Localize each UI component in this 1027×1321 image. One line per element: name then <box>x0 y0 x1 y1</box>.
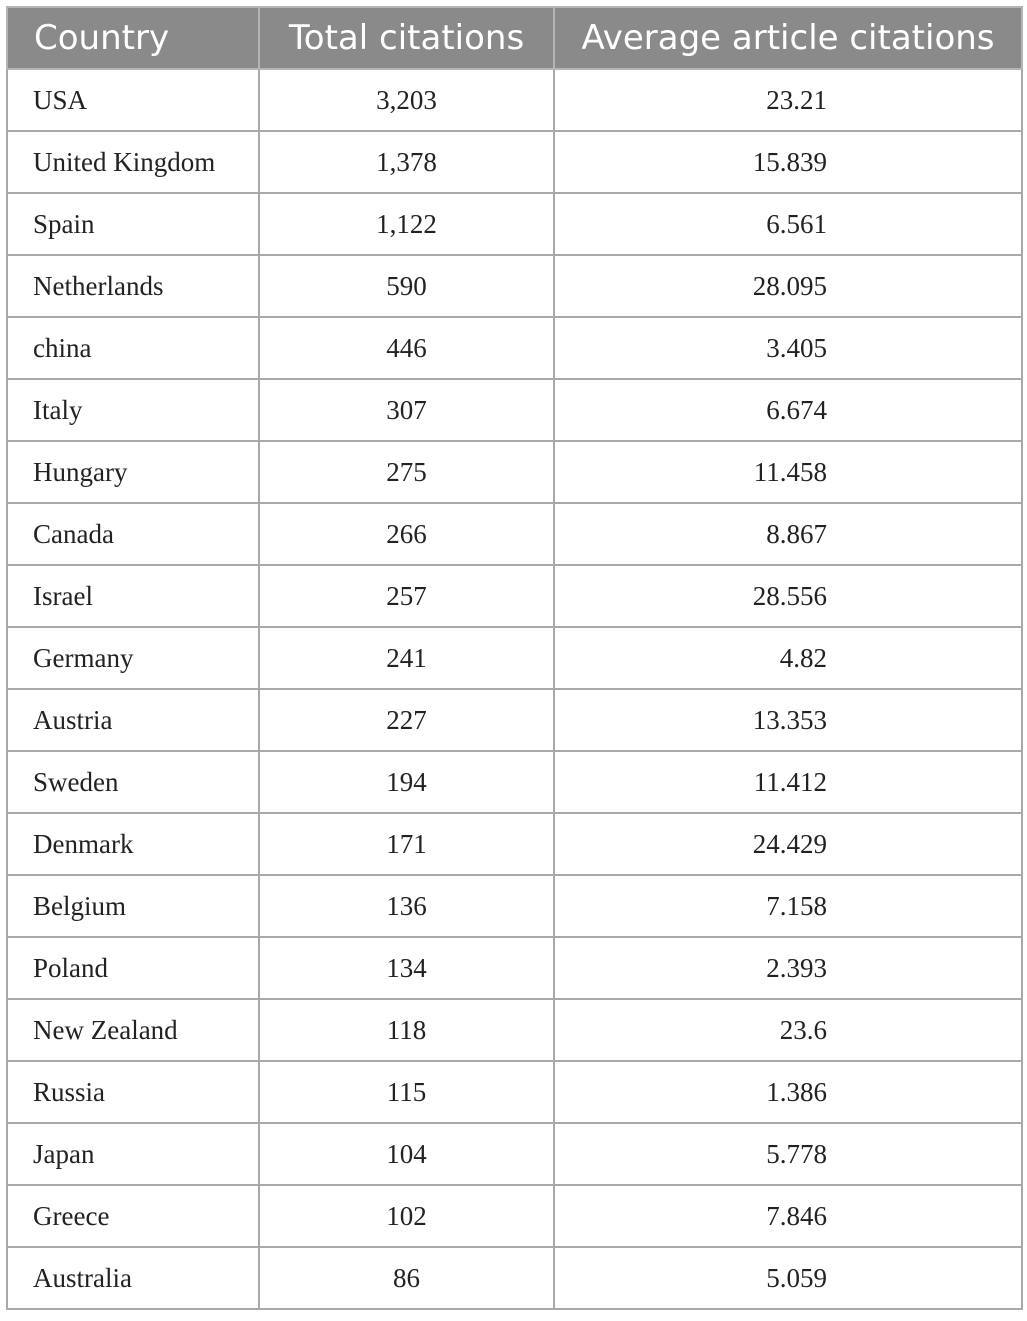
header-average-article-citations: Average article citations <box>554 7 1022 69</box>
cell-total-citations: 118 <box>259 999 554 1061</box>
average-value: 24.429 <box>752 828 827 859</box>
table-row <box>7 69 1022 131</box>
cell-average-article-citations <box>554 69 1022 131</box>
cell-average-article-citations <box>554 1247 1022 1309</box>
cell-total-citations: 227 <box>259 689 554 751</box>
cell-country: United Kingdom <box>7 131 259 193</box>
cell-total-citations: 446 <box>259 317 554 379</box>
cell-country: Greece <box>7 1185 259 1247</box>
cell-average-article-citations <box>554 937 1022 999</box>
cell-average-article-citations <box>554 317 1022 379</box>
cell-total-citations: 171 <box>259 813 554 875</box>
cell-country: Netherlands <box>7 255 259 317</box>
cell-country: Australia <box>7 1247 259 1309</box>
cell-average-article-citations <box>554 875 1022 937</box>
cell-country: Italy <box>7 379 259 441</box>
cell-total-citations: 86 <box>259 1247 554 1309</box>
cell-country: Spain <box>7 193 259 255</box>
table-row <box>7 131 1022 193</box>
cell-total-citations: 275 <box>259 441 554 503</box>
cell-average-article-citations <box>554 503 1022 565</box>
header-country: Country <box>7 7 259 69</box>
cell-average-article-citations <box>554 565 1022 627</box>
cell-average-article-citations <box>554 751 1022 813</box>
cell-total-citations: 1,378 <box>259 131 554 193</box>
table-row <box>7 441 1022 503</box>
table-header <box>7 7 1022 69</box>
cell-country: Japan <box>7 1123 259 1185</box>
average-value: 23.6 <box>779 1014 827 1045</box>
cell-total-citations: 115 <box>259 1061 554 1123</box>
table-row <box>7 379 1022 441</box>
table-row <box>7 193 1022 255</box>
cell-average-article-citations <box>554 441 1022 503</box>
cell-average-article-citations <box>554 1123 1022 1185</box>
cell-total-citations: 102 <box>259 1185 554 1247</box>
citations-table <box>6 6 1023 1310</box>
average-value: 8.867 <box>766 518 827 549</box>
table-row <box>7 999 1022 1061</box>
cell-average-article-citations <box>554 1185 1022 1247</box>
average-value: 6.674 <box>766 394 827 425</box>
cell-total-citations: 266 <box>259 503 554 565</box>
cell-total-citations: 136 <box>259 875 554 937</box>
average-value: 7.846 <box>766 1200 827 1231</box>
average-value: 7.158 <box>766 890 827 921</box>
average-value: 1.386 <box>766 1076 827 1107</box>
table-row <box>7 1247 1022 1309</box>
cell-average-article-citations <box>554 999 1022 1061</box>
cell-total-citations: 1,122 <box>259 193 554 255</box>
cell-average-article-citations <box>554 627 1022 689</box>
cell-country: Hungary <box>7 441 259 503</box>
header-total-citations: Total citations <box>259 7 554 69</box>
cell-average-article-citations <box>554 131 1022 193</box>
cell-total-citations: 241 <box>259 627 554 689</box>
average-value: 11.412 <box>753 766 827 797</box>
table-row <box>7 317 1022 379</box>
average-value: 2.393 <box>766 952 827 983</box>
average-value: 6.561 <box>766 208 827 239</box>
table-row <box>7 503 1022 565</box>
cell-total-citations: 257 <box>259 565 554 627</box>
cell-total-citations: 307 <box>259 379 554 441</box>
cell-country: Austria <box>7 689 259 751</box>
table-row <box>7 875 1022 937</box>
cell-average-article-citations <box>554 813 1022 875</box>
header-row <box>7 7 1022 69</box>
table-row <box>7 565 1022 627</box>
average-value: 5.778 <box>766 1138 827 1169</box>
cell-country: Belgium <box>7 875 259 937</box>
average-value: 13.353 <box>752 704 827 735</box>
average-value: 15.839 <box>752 146 827 177</box>
cell-total-citations: 104 <box>259 1123 554 1185</box>
cell-country: Germany <box>7 627 259 689</box>
cell-average-article-citations <box>554 1061 1022 1123</box>
cell-country: Denmark <box>7 813 259 875</box>
table-row <box>7 627 1022 689</box>
cell-country: Sweden <box>7 751 259 813</box>
cell-country: USA <box>7 69 259 131</box>
table-row <box>7 813 1022 875</box>
average-value: 23.21 <box>766 84 827 115</box>
cell-country: Canada <box>7 503 259 565</box>
table-row <box>7 1123 1022 1185</box>
table-body <box>7 69 1022 1309</box>
average-value: 11.458 <box>753 456 827 487</box>
average-value: 28.095 <box>752 270 827 301</box>
table-row <box>7 1061 1022 1123</box>
cell-country: Poland <box>7 937 259 999</box>
cell-country: Russia <box>7 1061 259 1123</box>
average-value: 28.556 <box>752 580 827 611</box>
cell-total-citations: 134 <box>259 937 554 999</box>
average-value: 5.059 <box>766 1262 827 1293</box>
average-value: 3.405 <box>766 332 827 363</box>
cell-country: china <box>7 317 259 379</box>
table-row <box>7 937 1022 999</box>
table-row <box>7 1185 1022 1247</box>
cell-average-article-citations <box>554 255 1022 317</box>
table-row <box>7 751 1022 813</box>
table-row <box>7 255 1022 317</box>
cell-average-article-citations <box>554 193 1022 255</box>
cell-total-citations: 3,203 <box>259 69 554 131</box>
cell-country: Israel <box>7 565 259 627</box>
cell-total-citations: 194 <box>259 751 554 813</box>
average-value: 4.82 <box>779 642 827 673</box>
cell-average-article-citations <box>554 689 1022 751</box>
cell-average-article-citations <box>554 379 1022 441</box>
cell-total-citations: 590 <box>259 255 554 317</box>
cell-country: New Zealand <box>7 999 259 1061</box>
table-row <box>7 689 1022 751</box>
